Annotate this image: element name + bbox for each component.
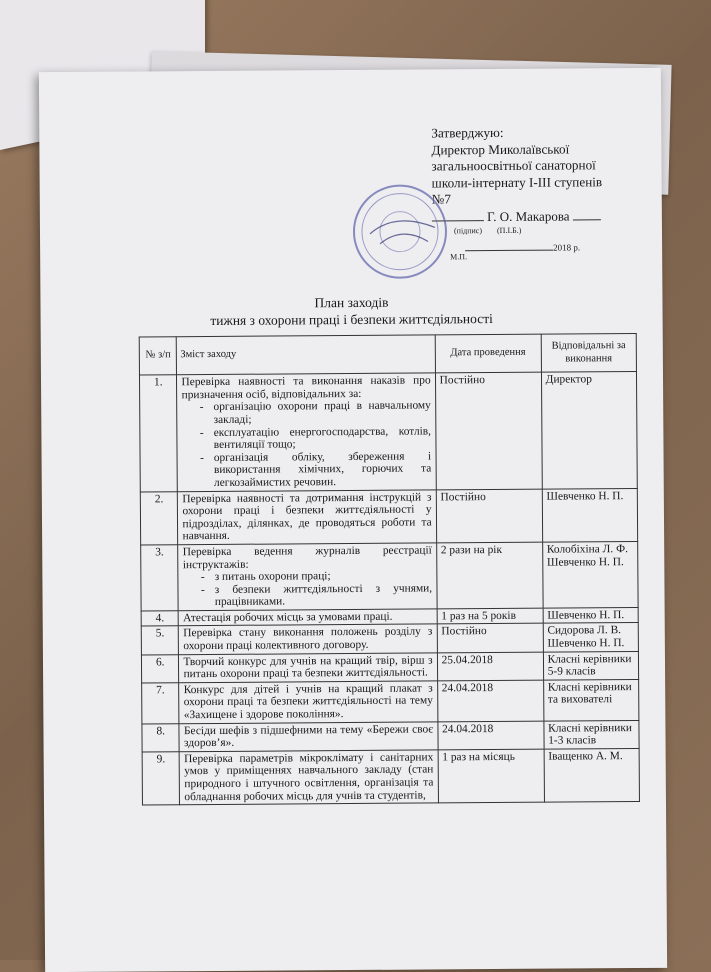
table-row [141,651,638,683]
header-responsible: Відповідальні за виконання [541,334,637,373]
row-number: 8. [142,723,180,751]
table-header-row [139,334,636,376]
row-responsible: Класні керівники та вихователі [543,679,639,720]
row-content: Атестація робочих місць за умовами праці. [179,609,437,626]
content-bullet: - експлуатацію енергогосподарства, котлів, вентиляції тощо; [199,425,432,452]
name-hint: (П.І.Б.) [496,225,522,235]
table-row [140,488,637,545]
row-number: 7. [142,683,180,724]
approval-line: загальноосвітньої санаторної [431,157,596,174]
row-number: 9. [142,752,180,806]
row-responsible: Директор [541,372,637,489]
row-date: 25.04.2018 [437,652,543,681]
plan-subtitle: тижня з охорони праці і безпеки життєдіяльності [210,311,493,328]
row-responsible: Колобіхіна Л. Ф. Шевченко Н. П. [542,541,638,608]
row-responsible: Шевченко Н. П. [542,488,638,542]
table-row [142,748,639,805]
seal-label: М.П. [450,252,468,262]
approval-line: Затверджую: [431,124,504,141]
row-content: Бесіди шефів з підшефними на тему «Бережи своє здоров’я». [179,722,437,752]
row-date: Постійно [437,624,543,653]
approval-line: школи-інтернату І-ІІІ ступенів [431,173,603,190]
row-number: 5. [141,626,179,654]
row-number: 3. [141,545,179,611]
signature-name: Г. О. Макарова [487,208,570,225]
official-stamp [340,181,461,282]
content-bullet: - з безпеки життєдіяльності з учнями, працівниками. [200,582,433,609]
row-date: 24.04.2018 [437,680,543,722]
row-content: Конкурс для дітей і учнів на кращий плакат з охорони праці та безпеки життєдіяльності на тему «Захищене і здорове покоління». [179,681,437,724]
row-content: Перевірка параметрів мікроклімату і санітарних умов у приміщеннях навчального закладу (стан природного і штучного освітлення, організація та обладнання робочих місць для учнів та студентів, [180,750,438,805]
content-bullet: - організацію охорони праці в навчальному закладі; [199,399,431,426]
document-page [39,68,667,972]
row-number: 1. [139,375,177,492]
row-date: Постійно [436,489,542,543]
row-content: Перевірка ведення журналів реєстрації інструктажів: - з питань охорони праці; - з безпеки життєдіяльності з учнями, працівниками. [178,543,437,611]
content-bullet: - організація обліку, збереження і використання хімічних, горючих та легкозаймистих речовин. [200,450,432,489]
table-row [139,372,637,492]
table-row [141,541,638,610]
row-content: Перевірка наявності та дотримання інструкцій з охорони праці і безпеки життєдіяльності у підрозділах, ділянках, де проводяться роботи та навчання. [178,489,436,544]
row-date: 2 рази на рік [436,542,542,609]
row-responsible: Сидорова Л. В. Шевченко Н. П. [543,623,639,652]
row-responsible: Класні керівники 1-3 класів [544,720,640,749]
row-date: Постійно [435,372,542,489]
row-content: Перевірка наявності та виконання наказів про призначення осіб, відповідальних за: - організацію охорони праці в навчальному закладі; - експлуатацію енергогосподарства, котлів, вентиляції тощо; - організація обліку, збереження і використання хімічних, горючих та легкозаймистих речовин. [177,373,436,491]
table-row [142,679,639,723]
row-responsible: Шевченко Н. П. [543,607,638,623]
approval-line: Директор Миколаївської [431,140,570,157]
content-bullet: - з питань охорони праці; [200,570,331,584]
row-date: 1 раз на місяць [438,749,544,803]
row-number: 4. [141,611,179,627]
row-content: Творчий конкурс для учнів на кращий твір, вірш з питань охорони праці та безпеки життєдіяльності. [179,653,437,683]
approval-line: №7 [431,191,451,207]
row-content: Перевірка стану виконання положень розділу з охорони праці колективного договору. [179,624,437,654]
table-row [142,720,639,752]
signature-row [432,208,662,226]
row-responsible: Класні керівники 5-9 класів [543,651,639,680]
table-body [139,372,639,805]
measures-table [139,333,640,806]
header-num: № з/п [139,337,177,375]
approval-date: 2018 р. [465,242,580,253]
row-number: 6. [141,654,179,682]
row-date: 24.04.2018 [438,721,544,750]
row-number: 2. [140,491,178,545]
header-content: Зміст заходу [177,335,435,375]
approval-block [431,124,662,208]
table-row [141,623,638,655]
header-date: Дата проведення [435,334,541,373]
plan-title: План заходів [314,294,389,311]
row-date: 1 раз на 5 років [437,608,543,624]
row-responsible: Іващенко А. М. [544,748,640,802]
signature-hint: (підпис) [453,226,483,236]
